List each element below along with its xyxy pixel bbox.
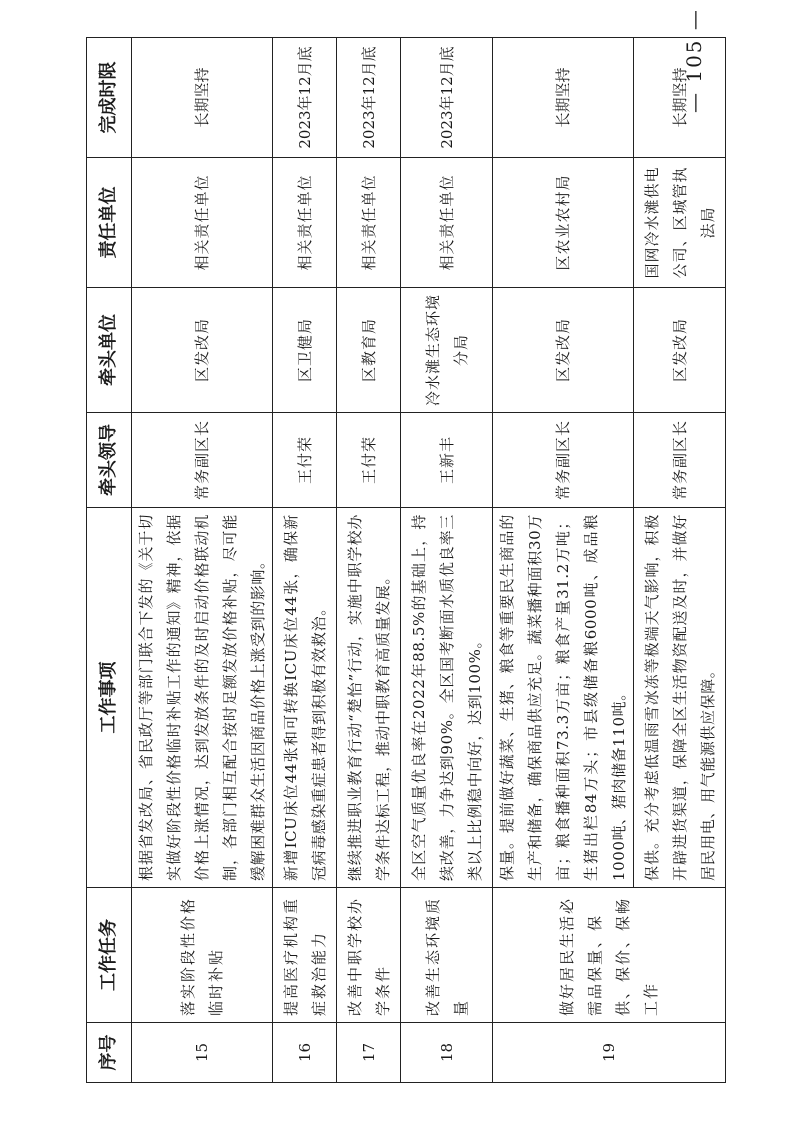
cell-deadline: 2023年12月底 xyxy=(273,38,337,158)
cell-lead-unit: 区发改局 xyxy=(634,288,726,413)
table-header-row xyxy=(87,38,132,1083)
cell-lead: 常务副区长 xyxy=(132,413,273,508)
header-lead: 牵头领导 xyxy=(87,413,132,508)
cell-item: 保量。提前做好蔬菜、生猪、粮食等重要民生商品的生产和储备，确保商品供应充足。蔬菜播种面积30万亩；粮食播种面积73.3万亩；粮食产量31.2万吨；生猪出栏84万头；市县级储备粮6000吨、成品粮1000吨、猪肉储备110吨。 xyxy=(493,508,634,888)
cell-task: 落实阶段性价格临时补贴 xyxy=(132,888,273,1023)
header-seq: 序号 xyxy=(87,1023,132,1083)
page-number: — 105 — xyxy=(682,8,706,113)
table-row xyxy=(401,38,493,1083)
header-deadline: 完成时限 xyxy=(87,38,132,158)
header-item: 工作事项 xyxy=(87,508,132,888)
table-row xyxy=(337,38,401,1083)
cell-lead: 常务副区长 xyxy=(493,413,634,508)
cell-lead-unit: 冷水滩生态环境分局 xyxy=(401,288,493,413)
cell-seq: 19 xyxy=(493,1023,726,1083)
cell-task: 提高医疗机构重症救治能力 xyxy=(273,888,337,1023)
cell-resp-unit: 相关责任单位 xyxy=(337,158,401,288)
cell-lead-unit: 区卫健局 xyxy=(273,288,337,413)
cell-seq: 17 xyxy=(337,1023,401,1083)
cell-item: 新增ICU床位44张和可转换ICU床位44张，确保新冠病毒感染重症患者得到积极有效救治。 xyxy=(273,508,337,888)
table-row xyxy=(273,38,337,1083)
cell-item: 全区空气质量优良率在2022年88.5%的基础上，持续改善，力争达到90%。全区国考断面水质优良率三类以上比例稳中向好，达到100%。 xyxy=(401,508,493,888)
header-lead-unit: 牵头单位 xyxy=(87,288,132,413)
cell-lead: 王新丰 xyxy=(401,413,493,508)
cell-seq: 15 xyxy=(132,1023,273,1083)
cell-item: 根据省发改局、省民政厅等部门联合下发的《关于切实做好阶段性价格临时补贴工作的通知》精神，依据价格上涨情况，达到发放条件的及时启动价格联动机制，各部门相互配合按时足额发放价格补贴，尽可能缓解困难群众生活因商品价格上涨受到的影响。 xyxy=(132,508,273,888)
table-row xyxy=(493,38,634,1083)
work-plan-table xyxy=(86,37,726,1083)
cell-deadline: 长期坚持 xyxy=(493,38,634,158)
cell-deadline: 2023年12月底 xyxy=(401,38,493,158)
cell-lead-unit: 区发改局 xyxy=(493,288,634,413)
cell-lead: 王付荣 xyxy=(273,413,337,508)
cell-item: 继续推进职业教育行动“楚怡”行动，实施中职学校办学条件达标工程，推动中职教育高质量发展。 xyxy=(337,508,401,888)
cell-task: 改善中职学校办学条件 xyxy=(337,888,401,1023)
cell-lead: 王付荣 xyxy=(337,413,401,508)
cell-item: 保供。充分考虑低温雨雪冰冻等极端天气影响，积极开辟进货渠道，保障全区生活物资配送及时，并做好居民用电、用气能源供应保障。 xyxy=(634,508,726,888)
cell-task: 改善生态环境质量 xyxy=(401,888,493,1023)
cell-lead: 常务副区长 xyxy=(634,413,726,508)
cell-lead-unit: 区教育局 xyxy=(337,288,401,413)
cell-resp-unit: 区农业农村局 xyxy=(493,158,634,288)
cell-lead-unit: 区发改局 xyxy=(132,288,273,413)
cell-seq: 16 xyxy=(273,1023,337,1083)
cell-resp-unit: 相关责任单位 xyxy=(273,158,337,288)
cell-task: 做好居民生活必需品保量、保供、保价、保畅工作 xyxy=(493,888,726,1023)
header-resp-unit: 责任单位 xyxy=(87,158,132,288)
cell-resp-unit: 相关责任单位 xyxy=(132,158,273,288)
header-task: 工作任务 xyxy=(87,888,132,1023)
cell-deadline: 长期坚持 xyxy=(634,38,726,158)
cell-resp-unit: 国网冷水滩供电公司、区城管执法局 xyxy=(634,158,726,288)
cell-seq: 18 xyxy=(401,1023,493,1083)
table-row xyxy=(132,38,273,1083)
cell-deadline: 2023年12月底 xyxy=(337,38,401,158)
cell-deadline: 长期坚持 xyxy=(132,38,273,158)
cell-resp-unit: 相关责任单位 xyxy=(401,158,493,288)
